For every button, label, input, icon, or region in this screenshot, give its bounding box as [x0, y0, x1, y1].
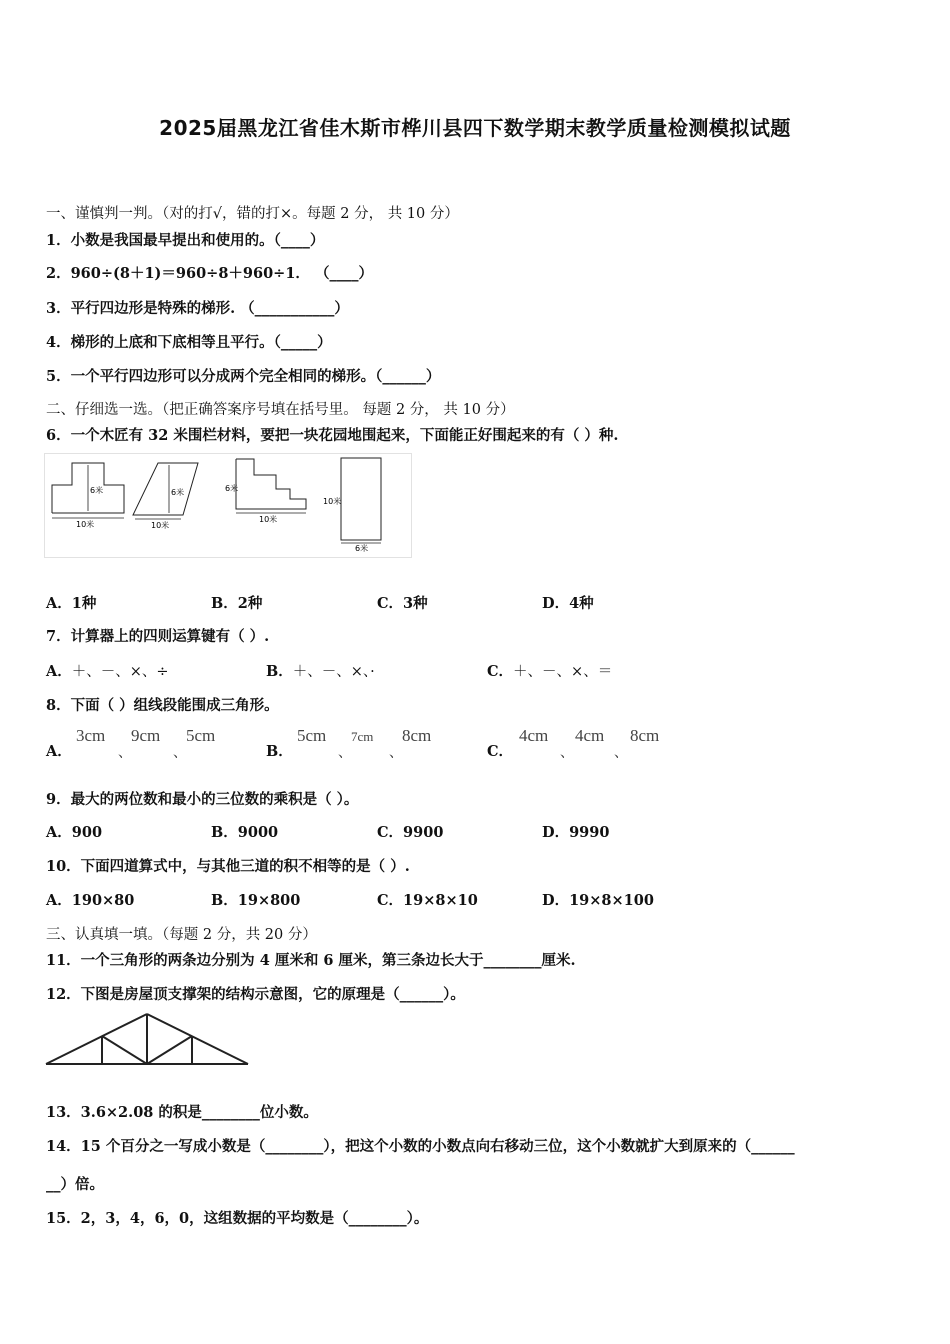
f2-width-label: 10米	[151, 521, 170, 530]
q8-a-segment-1: 3cm	[76, 726, 106, 745]
q10-option-d: D．19×8×100	[542, 892, 654, 909]
q8-b-segment-2: 7cm	[351, 729, 374, 744]
q8-b-sep-2: 、	[389, 745, 403, 761]
q8-b-sep-1: 、	[338, 745, 352, 761]
fence-shape-3	[236, 459, 306, 509]
q8-option-a-letter: A．	[46, 743, 72, 760]
question-14-line-2: __）倍。	[46, 1176, 104, 1193]
question-9: 9．最大的两位数和最小的三位数的乘积是（ ）。	[46, 791, 359, 808]
page-title: 2025届黑龙江省佳木斯市桦川县四下数学期末教学质量检测模拟试题	[159, 116, 791, 140]
q8-b-segment-1: 5cm	[297, 726, 327, 745]
fence-shape-2	[133, 463, 198, 515]
question-4: 4．梯形的上底和下底相等且平行。（_____）	[46, 334, 332, 351]
question-6: 6．一个木匠有 32 米围栏材料，要把一块花园地围起来，下面能正好围起来的有（ ）种.	[46, 427, 619, 444]
f2-height-label: 6米	[171, 488, 185, 497]
q8-a-segment-3: 5cm	[186, 726, 216, 745]
q10-option-a: A．190×80	[46, 892, 135, 909]
q8-b-segment-3: 8cm	[402, 726, 432, 745]
question-2: 2．960÷(8＋1)＝960÷8＋960÷1． （____）	[46, 265, 373, 282]
question-15: 15．2，3，4，6，0，这组数据的平均数是（________）。	[46, 1210, 429, 1227]
section2-heading: 二、仔细选一选。（把正确答案序号填在括号里。 每题 2 分， 共 10 分）	[46, 402, 515, 418]
question-14-line-1: 14．15 个百分之一写成小数是（________），把这个小数的小数点向右移动三位，这个小数就扩大到原来的（______	[46, 1138, 795, 1155]
question-13: 13．3.6×2.08 的积是________位小数。	[46, 1104, 318, 1121]
q7-option-c: C．＋、－、×、＝	[487, 663, 613, 680]
q8-a-sep-1: 、	[118, 745, 132, 761]
question-1: 1．小数是我国最早提出和使用的。（____）	[46, 232, 325, 249]
question-3: 3．平行四边形是特殊的梯形. （___________）	[46, 300, 349, 317]
q9-option-d: D．9990	[542, 824, 610, 841]
q8-c-segment-2: 4cm	[575, 726, 605, 745]
f3-width-label: 10米	[259, 515, 278, 524]
q10-option-c: C．19×8×10	[377, 892, 478, 909]
q8-c-sep-2: 、	[614, 745, 628, 761]
question-11: 11．一个三角形的两条边分别为 4 厘米和 6 厘米，第三条边长大于________厘米.	[46, 952, 576, 969]
f1-height-label: 6米	[90, 486, 104, 495]
q8-c-segment-3: 8cm	[630, 726, 660, 745]
q9-option-a: A．900	[46, 824, 103, 841]
roof-truss-figure	[44, 1010, 252, 1068]
q6-option-c: C．3种	[377, 595, 428, 612]
q8-option-b-letter: B．	[266, 743, 293, 760]
section1-heading: 一、谨慎判一判。（对的打√，错的打×。每题 2 分， 共 10 分）	[46, 206, 459, 222]
q7-option-b: B．＋、－、×、·	[266, 663, 375, 680]
q8-c-segment-1: 4cm	[519, 726, 549, 745]
f4-width-label: 6米	[355, 544, 369, 553]
question-8: 8．下面（ ）组线段能围成三角形。	[46, 697, 279, 714]
question-10: 10．下面四道算式中，与其他三道的积不相等的是（ ）.	[46, 858, 410, 875]
f1-width-label: 10米	[76, 520, 95, 529]
question-5: 5．一个平行四边形可以分成两个完全相同的梯形。（______）	[46, 368, 441, 385]
q6-option-a: A．1种	[46, 595, 97, 612]
q8-c-sep-1: 、	[560, 745, 574, 761]
question-7: 7．计算器上的四则运算键有（ ）.	[46, 628, 270, 645]
q9-option-c: C．9900	[377, 824, 444, 841]
q8-a-segment-2: 9cm	[131, 726, 161, 745]
q8-a-sep-2: 、	[173, 745, 187, 761]
fence-shape-4	[341, 458, 381, 540]
q7-option-a: A．＋、－、×、÷	[46, 663, 169, 680]
q6-option-b: B．2种	[211, 595, 263, 612]
f3-height-label: 6米	[225, 484, 239, 493]
q9-option-b: B．9000	[211, 824, 279, 841]
q6-option-d: D．4种	[542, 595, 594, 612]
f4-height-label: 10米	[323, 497, 342, 506]
q6-shapes-figure	[44, 453, 414, 559]
question-12: 12．下图是房屋顶支撑架的结构示意图，它的原理是（______）。	[46, 986, 465, 1003]
q10-option-b: B．19×800	[211, 892, 301, 909]
section3-heading: 三、认真填一填。（每题 2 分，共 20 分）	[46, 927, 317, 943]
q8-option-c-letter: C．	[487, 743, 514, 760]
